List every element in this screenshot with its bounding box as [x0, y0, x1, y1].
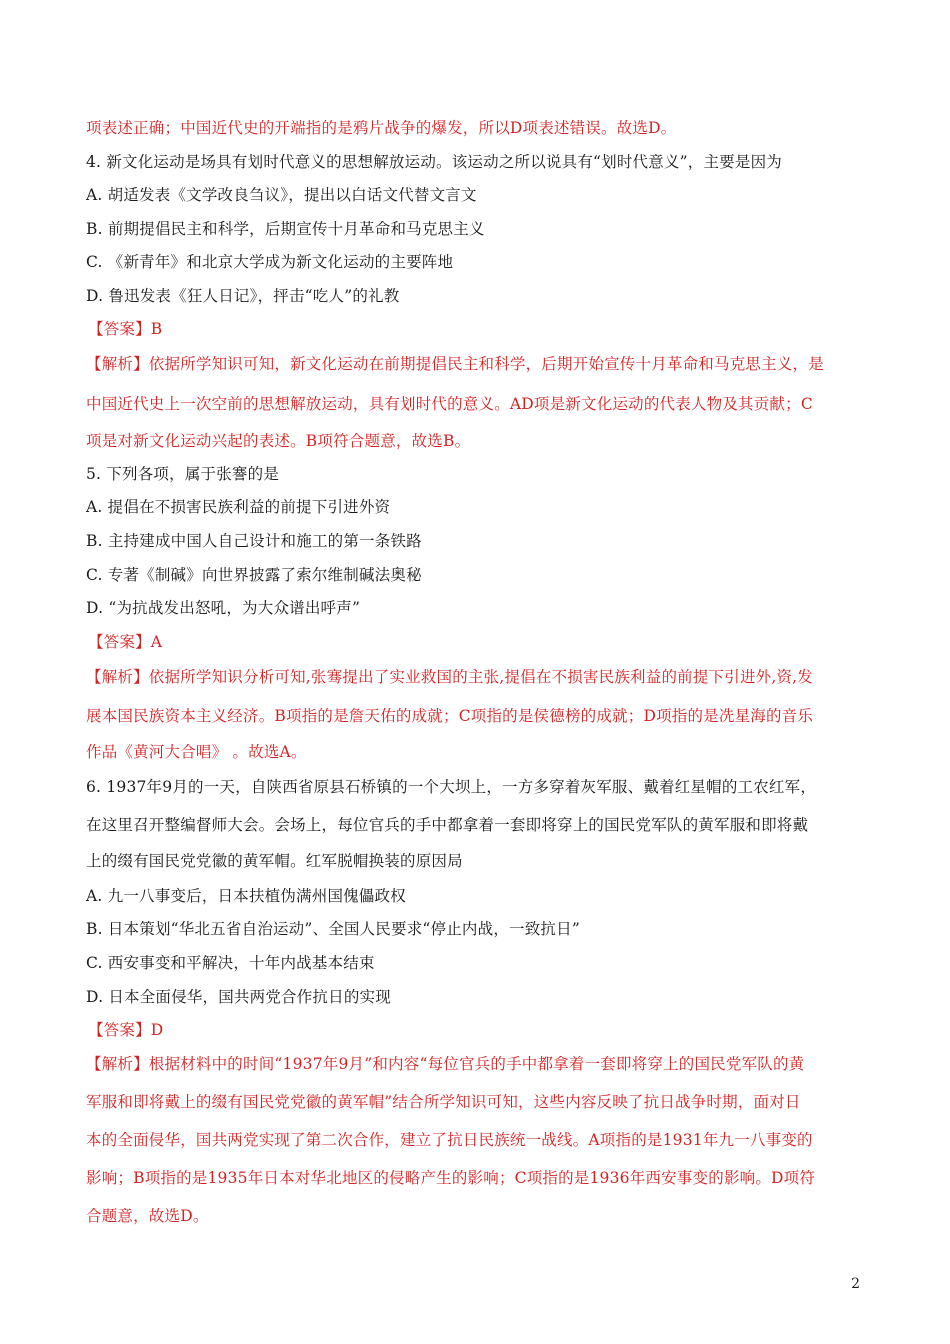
- question-4-explanation-line: 【解析】依据所学知识可知，新文化运动在前期提倡民主和科学，后期开始宣传十月革命和马克思主义，是: [86, 355, 824, 373]
- question-6-stem: 6. 1937年9月的一天，自陕西省原县石桥镇的一个大坝上，一方多穿着灰军服、戴着红星帽的工农红军，: [86, 778, 817, 796]
- answer-explanation-line: 项表述正确；中国近代史的开端指的是鸦片战争的爆发，所以D项表述错误。故选D。: [86, 119, 677, 137]
- question-5-stem: 5. 下列各项，属于张謇的是: [86, 465, 280, 483]
- question-6-option-b: B. 日本策划“华北五省自治运动”、全国人民要求“停止内战，一致抗日”: [86, 920, 580, 938]
- question-6-option-c: C. 西安事变和平解决，十年内战基本结束: [86, 954, 375, 972]
- question-6-explanation-line: 军服和即将戴上的缀有国民党党徽的黄军帽”结合所学知识可知，这些内容反映了抗日战争时期，面对日: [86, 1093, 801, 1111]
- question-4-explanation-line: 项是对新文化运动兴起的表述。B项符合题意，故选B。: [86, 432, 471, 450]
- question-6-explanation-line: 【解析】根据材料中的时间“1937年9月”和内容“每位官兵的手中都拿着一套即将穿上的国民党军队的黄: [86, 1055, 805, 1073]
- question-4-option-b: B. 前期提倡民主和科学，后期宣传十月革命和马克思主义: [86, 220, 485, 238]
- question-4-option-d: D. 鲁迅发表《狂人日记》，抨击“吃人”的礼教: [86, 287, 400, 305]
- question-6-explanation-line: 影响；B项指的是1935年日本对华北地区的侵略产生的影响；C项指的是1936年西安事变的影响。D项符: [86, 1169, 816, 1187]
- question-5-option-c: C. 专著《制碱》向世界披露了索尔维制碱法奥秘: [86, 566, 422, 584]
- page-number: 2: [851, 1276, 860, 1292]
- question-4-option-a: A. 胡适发表《文学改良刍议》，提出以白话文代替文言文: [86, 186, 477, 204]
- question-5-explanation-line: 【解析】依据所学知识分析可知,张骞提出了实业救国的主张,提倡在不损害民族利益的前提下引进外,资,发: [86, 668, 814, 686]
- question-5-option-b: B. 主持建成中国人自己设计和施工的第一条铁路: [86, 532, 422, 550]
- question-6-stem: 上的缀有国民党党徽的黄军帽。红军脱帽换装的原因局: [86, 852, 463, 870]
- question-6-option-a: A. 九一八事变后，日本扶植伪满州国傀儡政权: [86, 887, 406, 905]
- question-6-explanation-line: 合题意，故选D。: [86, 1207, 209, 1225]
- question-6-answer: 【答案】D: [88, 1021, 164, 1039]
- question-4-stem: 4. 新文化运动是场具有划时代意义的思想解放运动。该运动之所以说具有“划时代意义”，主要是因为: [86, 153, 782, 171]
- question-6-explanation-line: 本的全面侵华，国共两党实现了第二次合作，建立了抗日民族统一战线。A项指的是1931年九一八事变的: [86, 1131, 813, 1149]
- question-4-option-c: C. 《新青年》和北京大学成为新文化运动的主要阵地: [86, 253, 454, 271]
- question-5-answer: 【答案】A: [88, 633, 163, 651]
- question-4-answer: 【答案】B: [88, 320, 163, 338]
- question-6-option-d: D. 日本全面侵华，国共两党合作抗日的实现: [86, 988, 391, 1006]
- question-6-stem: 在这里召开整编督师大会。会场上，每位官兵的手中都拿着一套即将穿上的国民党军队的黄军服和即将戴: [86, 816, 809, 834]
- question-5-explanation-line: 作品《黄河大合唱》 。故选A。: [86, 743, 307, 761]
- question-5-option-a: A. 提倡在不损害民族利益的前提下引进外资: [86, 498, 391, 516]
- question-4-explanation-line: 中国近代史上一次空前的思想解放运动，具有划时代的意义。AD项是新文化运动的代表人物及其贡献；C: [86, 395, 813, 413]
- question-5-option-d: D. “为抗战发出怒吼，为大众谱出呼声”: [86, 599, 361, 617]
- question-5-explanation-line: 展本国民族资本主义经济。B项指的是詹天佑的成就；C项指的是侯德榜的成就；D项指的是冼星海的音乐: [86, 707, 814, 725]
